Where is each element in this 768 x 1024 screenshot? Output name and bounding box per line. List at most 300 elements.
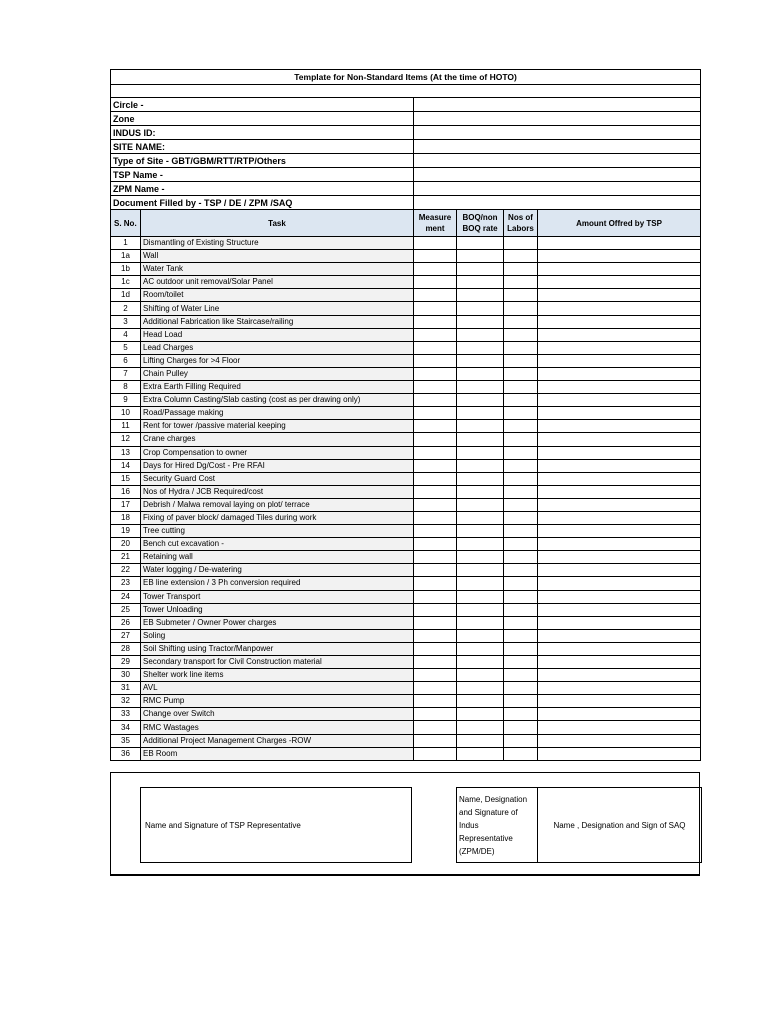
- row-amount-cell[interactable]: [538, 341, 701, 354]
- row-amount-cell[interactable]: [538, 367, 701, 380]
- row-amount-cell[interactable]: [538, 525, 701, 538]
- header-field-value[interactable]: [414, 182, 701, 196]
- row-labors-cell[interactable]: [504, 341, 538, 354]
- table-row: [111, 433, 701, 446]
- row-sno: 7: [111, 367, 141, 380]
- table-row: [111, 341, 701, 354]
- row-task: EB line extension / 3 Ph conversion required: [141, 577, 414, 590]
- row-measurement-cell[interactable]: [414, 669, 457, 682]
- row-labors-cell[interactable]: [504, 629, 538, 642]
- row-labors-cell[interactable]: [504, 302, 538, 315]
- template-table: [110, 69, 701, 761]
- row-measurement-cell[interactable]: [414, 250, 457, 263]
- table-row: [111, 407, 701, 420]
- row-boq-rate-cell[interactable]: [457, 341, 504, 354]
- row-sno: 35: [111, 734, 141, 747]
- row-boq-rate-cell[interactable]: [457, 485, 504, 498]
- row-task: Road/Passage making: [141, 407, 414, 420]
- row-measurement-cell[interactable]: [414, 590, 457, 603]
- row-amount-cell[interactable]: [538, 315, 701, 328]
- row-boq-rate-cell[interactable]: [457, 472, 504, 485]
- table-row: [111, 538, 701, 551]
- row-measurement-cell[interactable]: [414, 708, 457, 721]
- table-row: [111, 446, 701, 459]
- table-row: [111, 263, 701, 276]
- table-row: [111, 485, 701, 498]
- row-amount-cell[interactable]: [538, 498, 701, 511]
- table-row: [111, 551, 701, 564]
- col-header-boq-rate: BOQ/non BOQ rate: [457, 210, 504, 237]
- row-task: Water Tank: [141, 263, 414, 276]
- row-task: Extra Earth Filling Required: [141, 381, 414, 394]
- row-amount-cell[interactable]: [538, 328, 701, 341]
- row-measurement-cell[interactable]: [414, 315, 457, 328]
- row-boq-rate-cell[interactable]: [457, 616, 504, 629]
- row-labors-cell[interactable]: [504, 721, 538, 734]
- row-labors-cell[interactable]: [504, 237, 538, 250]
- row-amount-cell[interactable]: [538, 629, 701, 642]
- row-measurement-cell[interactable]: [414, 616, 457, 629]
- row-labors-cell[interactable]: [504, 669, 538, 682]
- table-row: [111, 721, 701, 734]
- table-row: [111, 511, 701, 524]
- row-boq-rate-cell[interactable]: [457, 511, 504, 524]
- row-measurement-cell[interactable]: [414, 538, 457, 551]
- table-row: [111, 603, 701, 616]
- row-sno: 1d: [111, 289, 141, 302]
- row-sno: 21: [111, 551, 141, 564]
- row-amount-cell[interactable]: [538, 642, 701, 655]
- blank-row: [111, 85, 701, 98]
- row-amount-cell[interactable]: [538, 276, 701, 289]
- row-amount-cell[interactable]: [538, 420, 701, 433]
- row-amount-cell[interactable]: [538, 472, 701, 485]
- row-labors-cell[interactable]: [504, 459, 538, 472]
- row-amount-cell[interactable]: [538, 682, 701, 695]
- row-sno: 28: [111, 642, 141, 655]
- row-boq-rate-cell[interactable]: [457, 263, 504, 276]
- row-labors-cell[interactable]: [504, 708, 538, 721]
- row-measurement-cell[interactable]: [414, 682, 457, 695]
- row-measurement-cell[interactable]: [414, 525, 457, 538]
- row-sno: 9: [111, 394, 141, 407]
- row-measurement-cell[interactable]: [414, 341, 457, 354]
- row-measurement-cell[interactable]: [414, 747, 457, 760]
- table-row: [111, 577, 701, 590]
- header-field-label: Type of Site - GBT/GBM/RTT/RTP/Others: [111, 154, 414, 168]
- row-task: Retaining wall: [141, 551, 414, 564]
- row-task: Lifting Charges for >4 Floor: [141, 354, 414, 367]
- row-labors-cell[interactable]: [504, 420, 538, 433]
- row-task: EB Submeter / Owner Power charges: [141, 616, 414, 629]
- row-sno: 4: [111, 328, 141, 341]
- row-amount-cell[interactable]: [538, 564, 701, 577]
- row-measurement-cell[interactable]: [414, 656, 457, 669]
- row-labors-cell[interactable]: [504, 734, 538, 747]
- row-sno: 33: [111, 708, 141, 721]
- row-labors-cell[interactable]: [504, 289, 538, 302]
- row-amount-cell[interactable]: [538, 669, 701, 682]
- row-task: Crop Compensation to owner: [141, 446, 414, 459]
- row-measurement-cell[interactable]: [414, 446, 457, 459]
- header-field-label: INDUS ID:: [111, 126, 414, 140]
- row-boq-rate-cell[interactable]: [457, 407, 504, 420]
- row-boq-rate-cell[interactable]: [457, 656, 504, 669]
- row-boq-rate-cell[interactable]: [457, 276, 504, 289]
- table-row: [111, 367, 701, 380]
- row-labors-cell[interactable]: [504, 564, 538, 577]
- table-row: [111, 276, 701, 289]
- row-measurement-cell[interactable]: [414, 459, 457, 472]
- row-measurement-cell[interactable]: [414, 354, 457, 367]
- row-amount-cell[interactable]: [538, 354, 701, 367]
- row-amount-cell[interactable]: [538, 289, 701, 302]
- row-labors-cell[interactable]: [504, 603, 538, 616]
- row-task: Change over Switch: [141, 708, 414, 721]
- row-labors-cell[interactable]: [504, 525, 538, 538]
- header-field-label: ZPM Name -: [111, 182, 414, 196]
- row-amount-cell[interactable]: [538, 577, 701, 590]
- row-measurement-cell[interactable]: [414, 420, 457, 433]
- row-task: Fixing of paver block/ damaged Tiles during work: [141, 511, 414, 524]
- header-field-label: SITE NAME:: [111, 140, 414, 154]
- row-labors-cell[interactable]: [504, 616, 538, 629]
- row-measurement-cell[interactable]: [414, 564, 457, 577]
- row-boq-rate-cell[interactable]: [457, 708, 504, 721]
- row-boq-rate-cell[interactable]: [457, 289, 504, 302]
- row-measurement-cell[interactable]: [414, 394, 457, 407]
- table-row: [111, 302, 701, 315]
- column-header-row: [111, 210, 701, 237]
- header-field-row: [111, 112, 701, 126]
- row-labors-cell[interactable]: [504, 498, 538, 511]
- col-header-amount: Amount Offred by TSP: [538, 210, 701, 237]
- row-amount-cell[interactable]: [538, 616, 701, 629]
- row-amount-cell[interactable]: [538, 538, 701, 551]
- row-labors-cell[interactable]: [504, 315, 538, 328]
- row-task: AC outdoor unit removal/Solar Panel: [141, 276, 414, 289]
- col-header-measurement: Measure ment: [414, 210, 457, 237]
- row-sno: 26: [111, 616, 141, 629]
- row-boq-rate-cell[interactable]: [457, 551, 504, 564]
- row-measurement-cell[interactable]: [414, 433, 457, 446]
- row-boq-rate-cell[interactable]: [457, 721, 504, 734]
- table-row: [111, 459, 701, 472]
- row-amount-cell[interactable]: [538, 708, 701, 721]
- row-labors-cell[interactable]: [504, 682, 538, 695]
- row-measurement-cell[interactable]: [414, 734, 457, 747]
- row-measurement-cell[interactable]: [414, 407, 457, 420]
- row-sno: 1c: [111, 276, 141, 289]
- header-field-value[interactable]: [414, 168, 701, 182]
- row-boq-rate-cell[interactable]: [457, 315, 504, 328]
- row-amount-cell[interactable]: [538, 407, 701, 420]
- row-amount-cell[interactable]: [538, 747, 701, 760]
- row-labors-cell[interactable]: [504, 433, 538, 446]
- row-amount-cell[interactable]: [538, 590, 701, 603]
- header-field-value[interactable]: [414, 140, 701, 154]
- header-field-value[interactable]: [414, 196, 701, 210]
- header-field-label: TSP Name -: [111, 168, 414, 182]
- row-boq-rate-cell[interactable]: [457, 459, 504, 472]
- row-task: Rent for tower /passive material keeping: [141, 420, 414, 433]
- row-measurement-cell[interactable]: [414, 511, 457, 524]
- header-field-label: Zone: [111, 112, 414, 126]
- row-boq-rate-cell[interactable]: [457, 590, 504, 603]
- row-labors-cell[interactable]: [504, 407, 538, 420]
- indus-signature-label[interactable]: Name, Designation and Signature of Indus Representative (ZPM/DE): [457, 788, 538, 862]
- row-labors-cell[interactable]: [504, 511, 538, 524]
- row-boq-rate-cell[interactable]: [457, 237, 504, 250]
- row-amount-cell[interactable]: [538, 551, 701, 564]
- col-header-sno: S. No.: [111, 210, 141, 237]
- row-measurement-cell[interactable]: [414, 472, 457, 485]
- row-sno: 10: [111, 407, 141, 420]
- row-task: Lead Charges: [141, 341, 414, 354]
- header-field-value[interactable]: [414, 126, 701, 140]
- row-task: Bench cut excavation -: [141, 538, 414, 551]
- row-boq-rate-cell[interactable]: [457, 525, 504, 538]
- row-task: Soling: [141, 629, 414, 642]
- row-amount-cell[interactable]: [538, 511, 701, 524]
- row-labors-cell[interactable]: [504, 485, 538, 498]
- row-measurement-cell[interactable]: [414, 328, 457, 341]
- row-labors-cell[interactable]: [504, 381, 538, 394]
- row-task: RMC Wastages: [141, 721, 414, 734]
- row-sno: 3: [111, 315, 141, 328]
- row-sno: 29: [111, 656, 141, 669]
- row-boq-rate-cell[interactable]: [457, 354, 504, 367]
- row-task: Debrish / Malwa removal laying on plot/ terrace: [141, 498, 414, 511]
- row-sno: 1a: [111, 250, 141, 263]
- table-row: [111, 642, 701, 655]
- row-task: Days for Hired Dg/Cost - Pre RFAI: [141, 459, 414, 472]
- tsp-signature-box[interactable]: [140, 787, 412, 863]
- row-task: Tree cutting: [141, 525, 414, 538]
- saq-signature-label: Name , Designation and Sign of SAQ: [553, 820, 686, 830]
- row-boq-rate-cell[interactable]: [457, 446, 504, 459]
- row-measurement-cell[interactable]: [414, 498, 457, 511]
- signature-section: [110, 772, 700, 876]
- header-field-label: Circle -: [111, 98, 414, 112]
- table-row: [111, 381, 701, 394]
- row-measurement-cell[interactable]: [414, 695, 457, 708]
- row-boq-rate-cell[interactable]: [457, 250, 504, 263]
- row-boq-rate-cell[interactable]: [457, 642, 504, 655]
- header-field-row: [111, 182, 701, 196]
- row-task: Water logging / De-watering: [141, 564, 414, 577]
- header-field-row: [111, 98, 701, 112]
- row-sno: 17: [111, 498, 141, 511]
- table-row: [111, 590, 701, 603]
- row-task: Shelter work line items: [141, 669, 414, 682]
- header-field-value[interactable]: [414, 154, 701, 168]
- row-measurement-cell[interactable]: [414, 237, 457, 250]
- row-labors-cell[interactable]: [504, 446, 538, 459]
- table-row: [111, 394, 701, 407]
- table-row: [111, 420, 701, 433]
- row-boq-rate-cell[interactable]: [457, 682, 504, 695]
- col-header-labors: Nos of Labors: [504, 210, 538, 237]
- row-measurement-cell[interactable]: [414, 629, 457, 642]
- row-amount-cell[interactable]: [538, 656, 701, 669]
- row-sno: 13: [111, 446, 141, 459]
- row-amount-cell[interactable]: [538, 394, 701, 407]
- row-labors-cell[interactable]: [504, 472, 538, 485]
- row-boq-rate-cell[interactable]: [457, 538, 504, 551]
- row-sno: 36: [111, 747, 141, 760]
- row-labors-cell[interactable]: [504, 354, 538, 367]
- row-sno: 24: [111, 590, 141, 603]
- row-amount-cell[interactable]: [538, 433, 701, 446]
- table-row: [111, 656, 701, 669]
- row-amount-cell[interactable]: [538, 603, 701, 616]
- row-labors-cell[interactable]: [504, 590, 538, 603]
- non-standard-items-sheet: [110, 69, 700, 761]
- row-labors-cell[interactable]: [504, 577, 538, 590]
- row-boq-rate-cell[interactable]: [457, 564, 504, 577]
- header-field-row: [111, 196, 701, 210]
- row-labors-cell[interactable]: [504, 538, 538, 551]
- row-labors-cell[interactable]: [504, 328, 538, 341]
- table-row: [111, 315, 701, 328]
- row-measurement-cell[interactable]: [414, 367, 457, 380]
- row-boq-rate-cell[interactable]: [457, 381, 504, 394]
- row-amount-cell[interactable]: [538, 250, 701, 263]
- row-labors-cell[interactable]: [504, 250, 538, 263]
- row-labors-cell[interactable]: [504, 263, 538, 276]
- row-amount-cell[interactable]: [538, 302, 701, 315]
- table-row: [111, 669, 701, 682]
- row-measurement-cell[interactable]: [414, 263, 457, 276]
- tsp-signature-label: Name and Signature of TSP Representative: [145, 820, 301, 830]
- row-amount-cell[interactable]: [538, 446, 701, 459]
- col-header-task: Task: [141, 210, 414, 237]
- row-task: Crane charges: [141, 433, 414, 446]
- row-boq-rate-cell[interactable]: [457, 367, 504, 380]
- row-labors-cell[interactable]: [504, 551, 538, 564]
- table-row: [111, 289, 701, 302]
- row-labors-cell[interactable]: [504, 276, 538, 289]
- table-row: [111, 564, 701, 577]
- table-row: [111, 616, 701, 629]
- header-field-row: [111, 140, 701, 154]
- row-amount-cell[interactable]: [538, 695, 701, 708]
- saq-signature-cell[interactable]: [538, 788, 701, 862]
- row-task: Security Guard Cost: [141, 472, 414, 485]
- row-boq-rate-cell[interactable]: [457, 394, 504, 407]
- row-sno: 12: [111, 433, 141, 446]
- row-measurement-cell[interactable]: [414, 302, 457, 315]
- row-boq-rate-cell[interactable]: [457, 302, 504, 315]
- row-task: Secondary transport for Civil Construction material: [141, 656, 414, 669]
- table-row: [111, 629, 701, 642]
- row-task: Additional Project Management Charges -ROW: [141, 734, 414, 747]
- table-row: [111, 472, 701, 485]
- row-measurement-cell[interactable]: [414, 289, 457, 302]
- row-sno: 18: [111, 511, 141, 524]
- row-task: Extra Column Casting/Slab casting (cost as per drawing only): [141, 394, 414, 407]
- row-task: Additional Fabrication like Staircase/railing: [141, 315, 414, 328]
- row-labors-cell[interactable]: [504, 642, 538, 655]
- row-measurement-cell[interactable]: [414, 721, 457, 734]
- row-labors-cell[interactable]: [504, 656, 538, 669]
- row-boq-rate-cell[interactable]: [457, 328, 504, 341]
- row-measurement-cell[interactable]: [414, 551, 457, 564]
- row-task: AVL: [141, 682, 414, 695]
- row-sno: 25: [111, 603, 141, 616]
- row-labors-cell[interactable]: [504, 695, 538, 708]
- row-boq-rate-cell[interactable]: [457, 734, 504, 747]
- row-labors-cell[interactable]: [504, 747, 538, 760]
- row-measurement-cell[interactable]: [414, 485, 457, 498]
- row-sno: 5: [111, 341, 141, 354]
- row-measurement-cell[interactable]: [414, 577, 457, 590]
- row-amount-cell[interactable]: [538, 381, 701, 394]
- row-sno: 32: [111, 695, 141, 708]
- row-measurement-cell[interactable]: [414, 642, 457, 655]
- row-sno: 1b: [111, 263, 141, 276]
- row-boq-rate-cell[interactable]: [457, 420, 504, 433]
- header-field-value[interactable]: [414, 98, 701, 112]
- row-boq-rate-cell[interactable]: [457, 695, 504, 708]
- row-amount-cell[interactable]: [538, 459, 701, 472]
- table-row: [111, 250, 701, 263]
- row-sno: 11: [111, 420, 141, 433]
- row-sno: 30: [111, 669, 141, 682]
- table-row: [111, 682, 701, 695]
- table-row: [111, 695, 701, 708]
- row-boq-rate-cell[interactable]: [457, 577, 504, 590]
- row-boq-rate-cell[interactable]: [457, 747, 504, 760]
- row-task: Soil Shifting using Tractor/Manpower: [141, 642, 414, 655]
- row-task: Room/toilet: [141, 289, 414, 302]
- table-row: [111, 498, 701, 511]
- row-sno: 31: [111, 682, 141, 695]
- row-sno: 8: [111, 381, 141, 394]
- row-sno: 20: [111, 538, 141, 551]
- row-boq-rate-cell[interactable]: [457, 433, 504, 446]
- header-field-label: Document Filled by - TSP / DE / ZPM /SAQ: [111, 196, 414, 210]
- row-sno: 14: [111, 459, 141, 472]
- row-sno: 16: [111, 485, 141, 498]
- row-boq-rate-cell[interactable]: [457, 498, 504, 511]
- row-measurement-cell[interactable]: [414, 381, 457, 394]
- table-row: [111, 354, 701, 367]
- table-row: [111, 525, 701, 538]
- table-row: [111, 237, 701, 250]
- row-sno: 1: [111, 237, 141, 250]
- row-measurement-cell[interactable]: [414, 276, 457, 289]
- row-amount-cell[interactable]: [538, 721, 701, 734]
- row-boq-rate-cell[interactable]: [457, 629, 504, 642]
- table-row: [111, 734, 701, 747]
- row-boq-rate-cell[interactable]: [457, 669, 504, 682]
- row-amount-cell[interactable]: [538, 263, 701, 276]
- row-amount-cell[interactable]: [538, 734, 701, 747]
- header-field-value[interactable]: [414, 112, 701, 126]
- row-measurement-cell[interactable]: [414, 603, 457, 616]
- table-row: [111, 708, 701, 721]
- row-amount-cell[interactable]: [538, 485, 701, 498]
- row-labors-cell[interactable]: [504, 367, 538, 380]
- row-boq-rate-cell[interactable]: [457, 603, 504, 616]
- header-field-row: [111, 154, 701, 168]
- table-row: [111, 747, 701, 760]
- row-amount-cell[interactable]: [538, 237, 701, 250]
- row-task: Shifting of Water Line: [141, 302, 414, 315]
- row-labors-cell[interactable]: [504, 394, 538, 407]
